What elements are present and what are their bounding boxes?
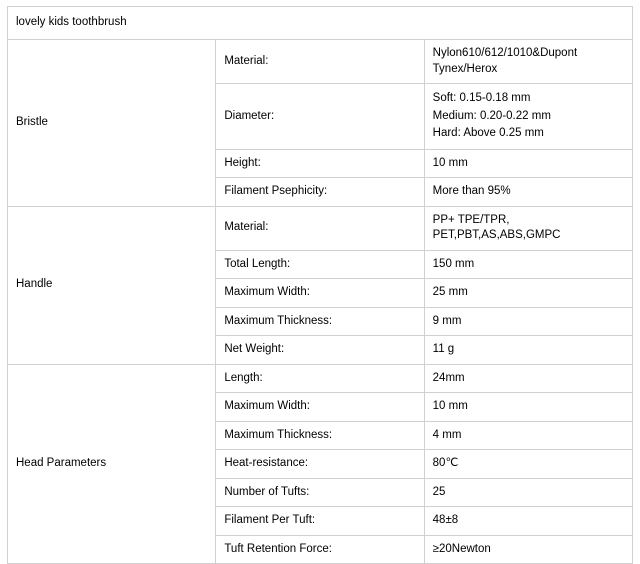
group-label-bristle: Bristle	[8, 40, 216, 207]
spec-label: Material:	[216, 40, 424, 84]
spec-label: Number of Tufts:	[216, 478, 424, 507]
spec-value: 4 mm	[424, 421, 632, 450]
spec-value: 10 mm	[424, 149, 632, 178]
spec-label: Filament Psephicity:	[216, 178, 424, 207]
spec-value-line: Soft: 0.15-0.18 mm	[432, 92, 531, 105]
spec-label: Tuft Retention Force:	[216, 535, 424, 564]
table-row	[8, 206, 633, 250]
spec-value-line: Medium: 0.20-0.22 mm	[432, 109, 551, 122]
spec-label: Height:	[216, 149, 424, 178]
title-row	[8, 7, 633, 40]
table-row	[8, 364, 633, 393]
spec-value: 9 mm	[424, 307, 632, 336]
group-label-head-parameters: Head Parameters	[8, 364, 216, 564]
spec-value: More than 95%	[424, 178, 632, 207]
spec-label: Filament Per Tuft:	[216, 507, 424, 536]
spec-value	[424, 84, 632, 150]
table-body	[8, 7, 633, 564]
spec-label: Heat-resistance:	[216, 450, 424, 479]
specification-table	[7, 6, 633, 564]
spec-label: Total Length:	[216, 250, 424, 279]
spec-value: Nylon610/612/1010&Dupont Tynex/Herox	[424, 40, 632, 84]
spec-label: Maximum Width:	[216, 279, 424, 308]
spec-value: ≥20Newton	[424, 535, 632, 564]
spec-label: Net Weight:	[216, 336, 424, 365]
spec-value: 11 g	[424, 336, 632, 365]
spec-value: 80℃	[424, 450, 632, 479]
spec-value: 24mm	[424, 364, 632, 393]
spec-value-line: Hard: Above 0.25 mm	[432, 127, 544, 140]
table-row	[8, 40, 633, 84]
spec-value: 10 mm	[424, 393, 632, 422]
spec-label: Maximum Thickness:	[216, 307, 424, 336]
product-title: lovely kids toothbrush	[8, 7, 633, 40]
spec-label: Maximum Thickness:	[216, 421, 424, 450]
spec-label: Length:	[216, 364, 424, 393]
spec-label: Maximum Width:	[216, 393, 424, 422]
spec-label: Material:	[216, 206, 424, 250]
spec-label: Diameter:	[216, 84, 424, 150]
spec-value: 25 mm	[424, 279, 632, 308]
group-label-handle: Handle	[8, 206, 216, 364]
spec-value: 150 mm	[424, 250, 632, 279]
spec-value: 48±8	[424, 507, 632, 536]
spec-value: PP+ TPE/TPR, PET,PBT,AS,ABS,GMPC	[424, 206, 632, 250]
spec-value: 25	[424, 478, 632, 507]
